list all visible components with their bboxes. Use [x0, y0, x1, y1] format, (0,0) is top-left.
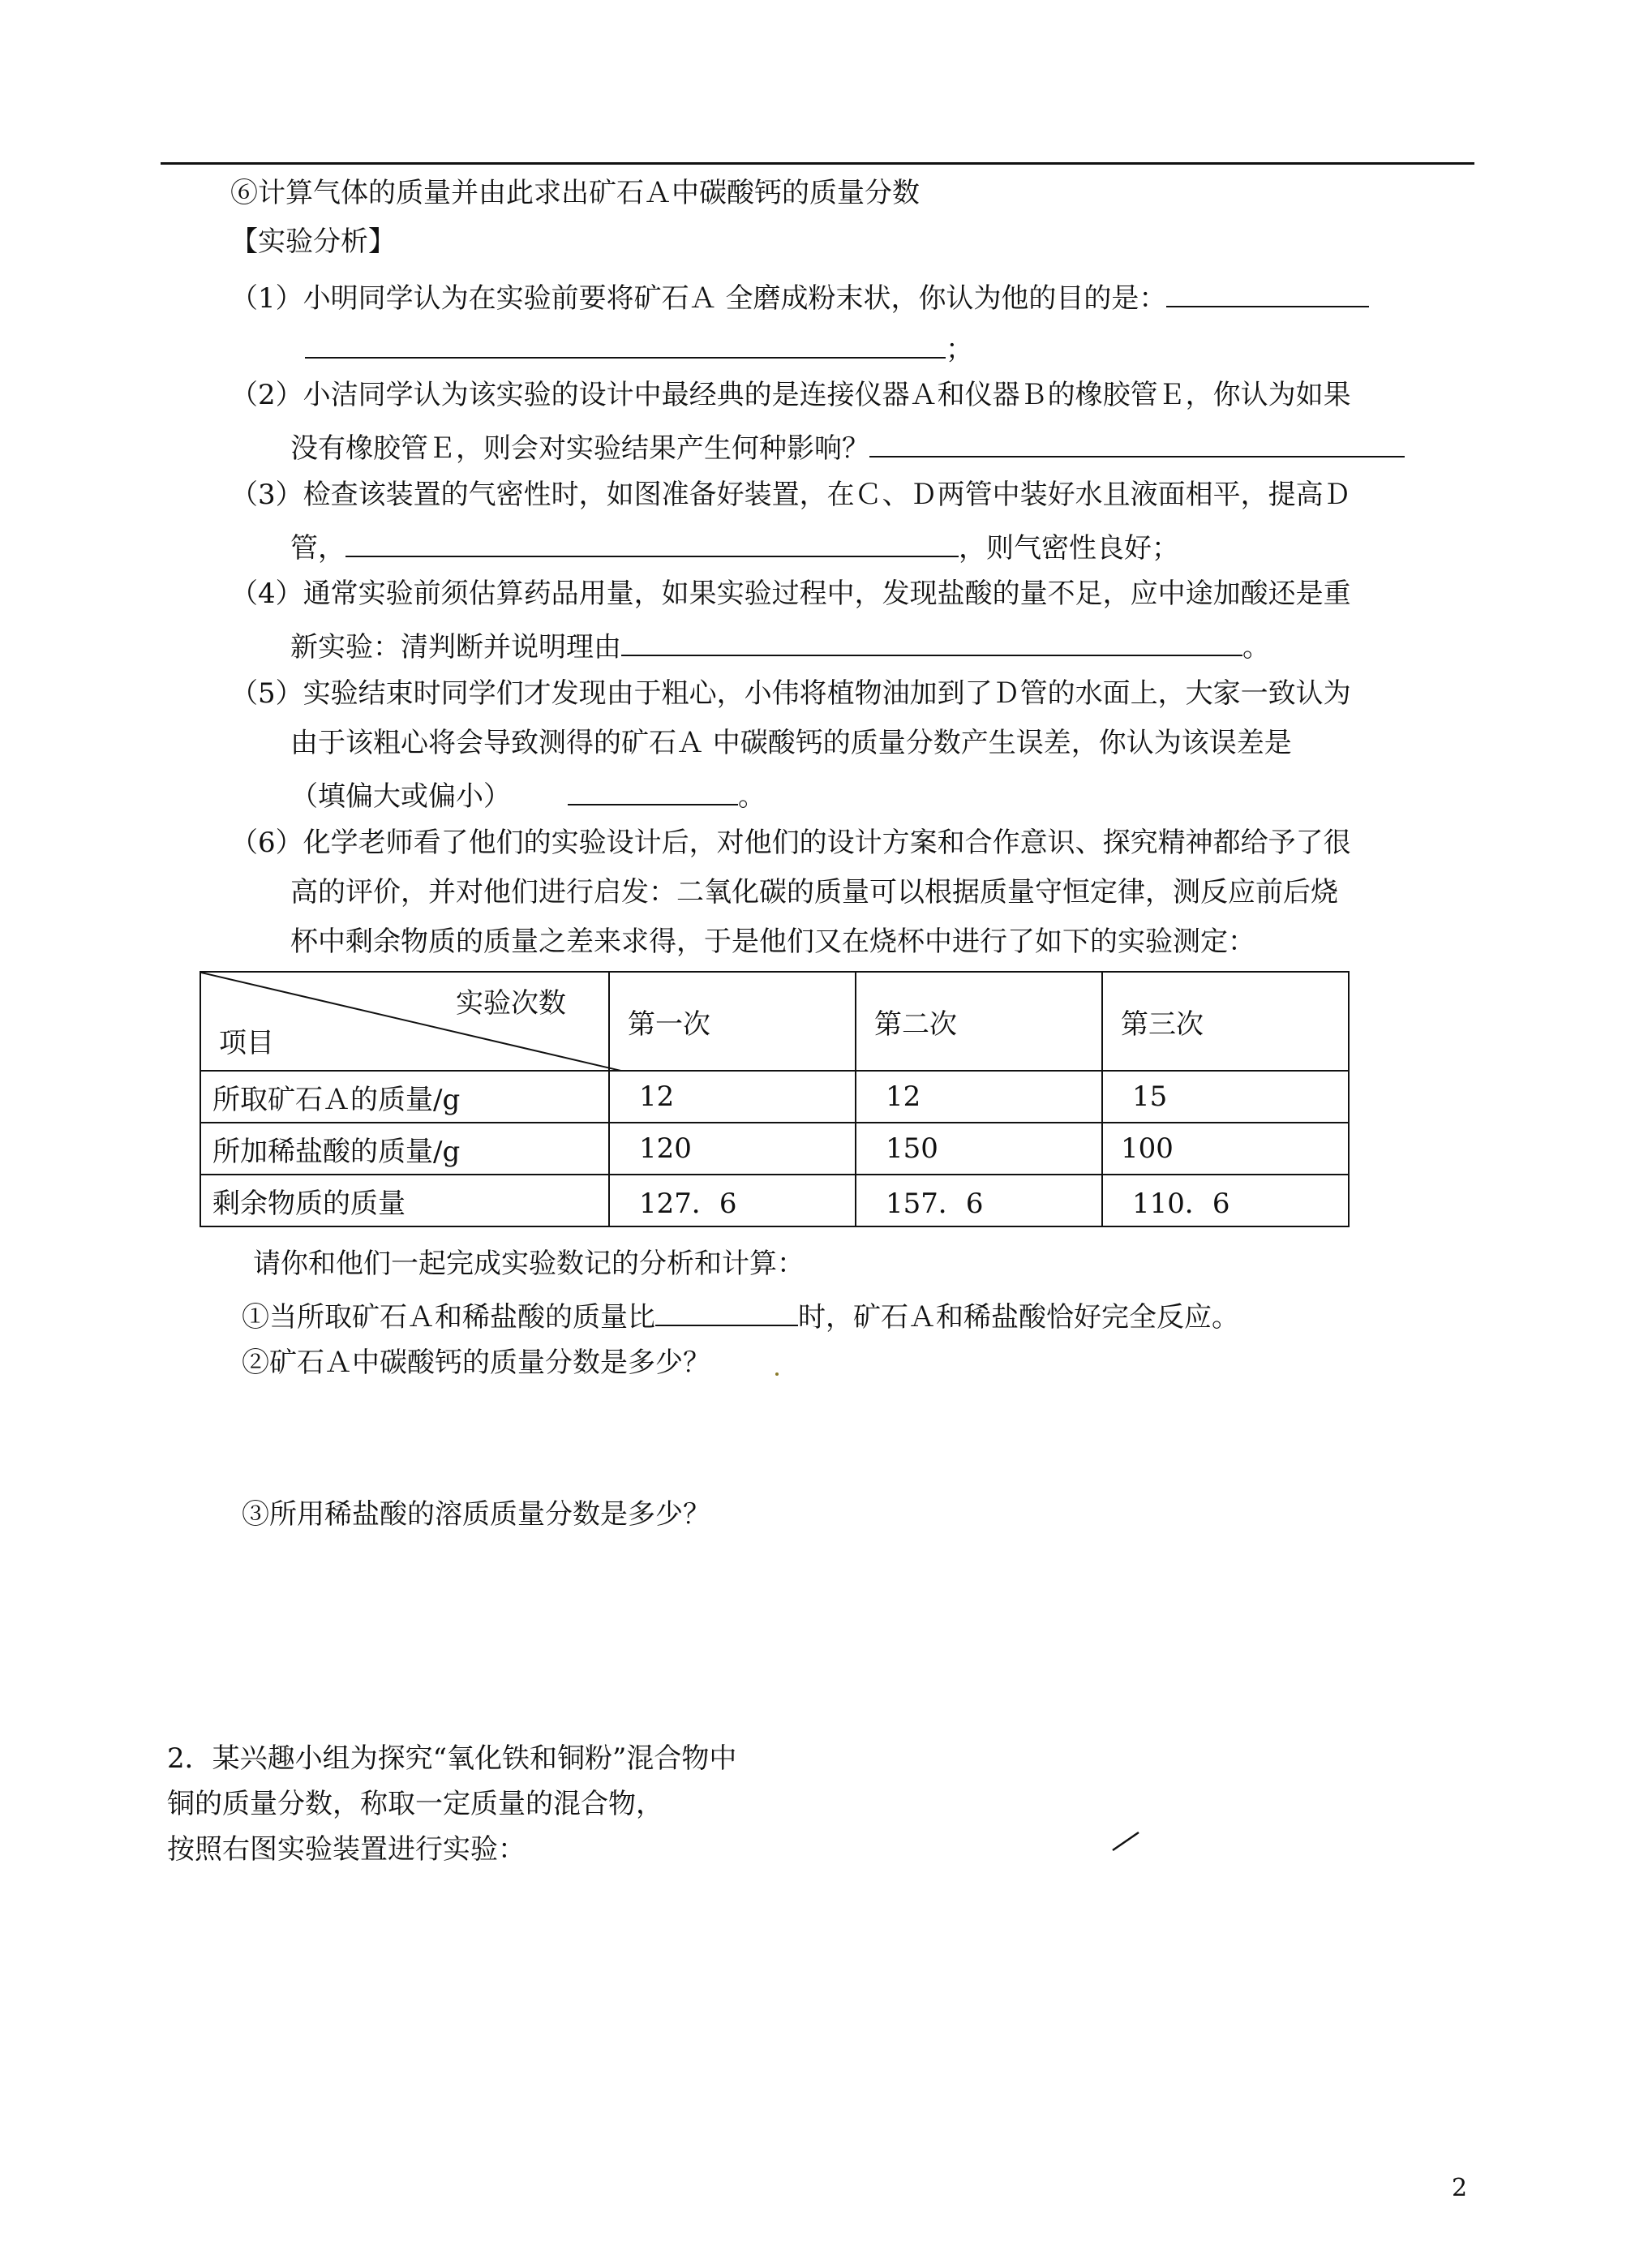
question-3-line-1: （3）检查该装置的气密性时，如图准备好装置，在Ｃ、Ｄ两管中装好水且液面相平，提高Ｄ	[230, 479, 1351, 511]
question-1-text: （1）小明同学认为在实验前要将矿石Ａ 全磨成粉末状，你认为他的目的是：	[230, 282, 1167, 315]
question-4-line-1: （4）通常实验前须估算药品用量，如果实验过程中，发现盐酸的量不足，应中途加酸还是重	[230, 578, 1351, 610]
table-cell: 12	[856, 1071, 1102, 1123]
row-label: 剩余物质的质量	[200, 1175, 609, 1226]
answer-blank-ratio[interactable]	[655, 1295, 798, 1326]
problem-2-line-1: 2．某兴趣小组为探究“氧化铁和铜粉”混合物中	[167, 1742, 737, 1775]
question-5-line-1: （5）实验结束时同学们才发现由于粗心，小伟将植物油加到了Ｄ管的水面上，大家一致认为	[230, 677, 1351, 710]
table-cell: 150	[856, 1123, 1102, 1175]
question-3-text-b: ，则气密性良好；	[959, 532, 1179, 565]
table-cell: 100	[1102, 1123, 1349, 1175]
header-rule	[161, 162, 1474, 165]
question-1-line-1	[230, 277, 1369, 316]
corner-label-bottom: 项目	[219, 1027, 274, 1059]
sub-question-3: ③所用稀盐酸的溶质质量分数是多少？	[242, 1498, 710, 1531]
column-header-2: 第二次	[856, 972, 1102, 1071]
page-number: 2	[1452, 2174, 1468, 2202]
table-cell: 110．6	[1102, 1175, 1349, 1226]
table-header-row	[200, 972, 1349, 1071]
question-1-line-2	[305, 328, 973, 367]
diagram-fragment	[1109, 1829, 1142, 1853]
table-cell: 15	[1102, 1071, 1349, 1123]
column-header-3: 第三次	[1102, 972, 1349, 1071]
question-1-end: ；	[946, 333, 973, 366]
answer-blank-3[interactable]	[345, 526, 959, 557]
table-cell: 127．6	[609, 1175, 856, 1226]
sub-question-1-text-b: 时，矿石Ａ和稀盐酸恰好完全反应。	[798, 1301, 1239, 1334]
question-5-line-3	[290, 775, 766, 814]
answer-blank-5[interactable]	[568, 775, 738, 805]
row-label: 所加稀盐酸的质量/g	[200, 1123, 609, 1175]
problem-2-line-2: 铜的质量分数，称取一定质量的混合物，	[167, 1788, 663, 1820]
sub-question-1-text-a: ①当所取矿石Ａ和稀盐酸的质量比	[242, 1301, 655, 1334]
answer-blank-4[interactable]	[621, 625, 1242, 656]
question-6-line-3: 杯中剩余物质的质量之差来求得，于是他们又在烧杯中进行了如下的实验测定：	[290, 926, 1255, 958]
experiment-table	[200, 971, 1350, 1227]
question-4-text-a: 新实验：清判断并说明理由	[290, 631, 621, 664]
answer-blank-1b[interactable]	[305, 328, 946, 359]
problem-2-line-3: 按照右图实验装置进行实验：	[167, 1833, 526, 1866]
question-5-text-a: （填偏大或偏小）	[290, 780, 511, 813]
table-cell: 12	[609, 1071, 856, 1123]
question-3-line-2	[290, 526, 1179, 566]
question-4-text-b: 。	[1242, 631, 1270, 664]
table-cell: 157．6	[856, 1175, 1102, 1226]
stray-mark	[775, 1372, 779, 1376]
table-corner-cell	[200, 972, 609, 1071]
table-cell: 120	[609, 1123, 856, 1175]
question-2-line-2	[290, 427, 1405, 466]
analysis-instruction: 请你和他们一起完成实验数记的分析和计算：	[253, 1248, 805, 1280]
question-6-line-1: （6）化学老师看了他们的实验设计后，对他们的设计方案和合作意识、探究精神都给予了很	[230, 827, 1351, 859]
question-4-line-2	[290, 625, 1270, 665]
question-6-line-2: 高的评价，并对他们进行启发：二氧化碳的质量可以根据质量守恒定律，测反应前后烧	[290, 876, 1338, 908]
question-5-text-b: 。	[738, 780, 766, 813]
answer-blank-1a[interactable]	[1166, 277, 1369, 307]
sub-question-2: ②矿石Ａ中碳酸钙的质量分数是多少？	[242, 1347, 710, 1379]
question-2-line-1: （2）小洁同学认为该实验的设计中最经典的是连接仪器Ａ和仪器Ｂ的橡胶管Ｅ，你认为如果	[230, 379, 1351, 411]
analysis-heading: 【实验分析】	[230, 226, 396, 258]
question-3-text-a: 管，	[290, 532, 345, 565]
question-2-text: 没有橡胶管Ｅ，则会对实验结果产生何种影响？	[290, 432, 869, 465]
table-row	[200, 1123, 1349, 1175]
corner-label-top: 实验次数	[456, 987, 566, 1020]
table-row	[200, 1071, 1349, 1123]
column-header-1: 第一次	[609, 972, 856, 1071]
sub-question-1	[242, 1295, 1239, 1335]
table-row	[200, 1175, 1349, 1226]
answer-blank-2[interactable]	[869, 427, 1405, 457]
question-5-line-2: 由于该粗心将会导致测得的矿石Ａ 中碳酸钙的质量分数产生误差，你认为该误差是	[290, 727, 1292, 759]
row-label: 所取矿石Ａ的质量/g	[200, 1071, 609, 1123]
step-6-text: ⑥计算气体的质量并由此求出矿石Ａ中碳酸钙的质量分数	[230, 177, 920, 209]
